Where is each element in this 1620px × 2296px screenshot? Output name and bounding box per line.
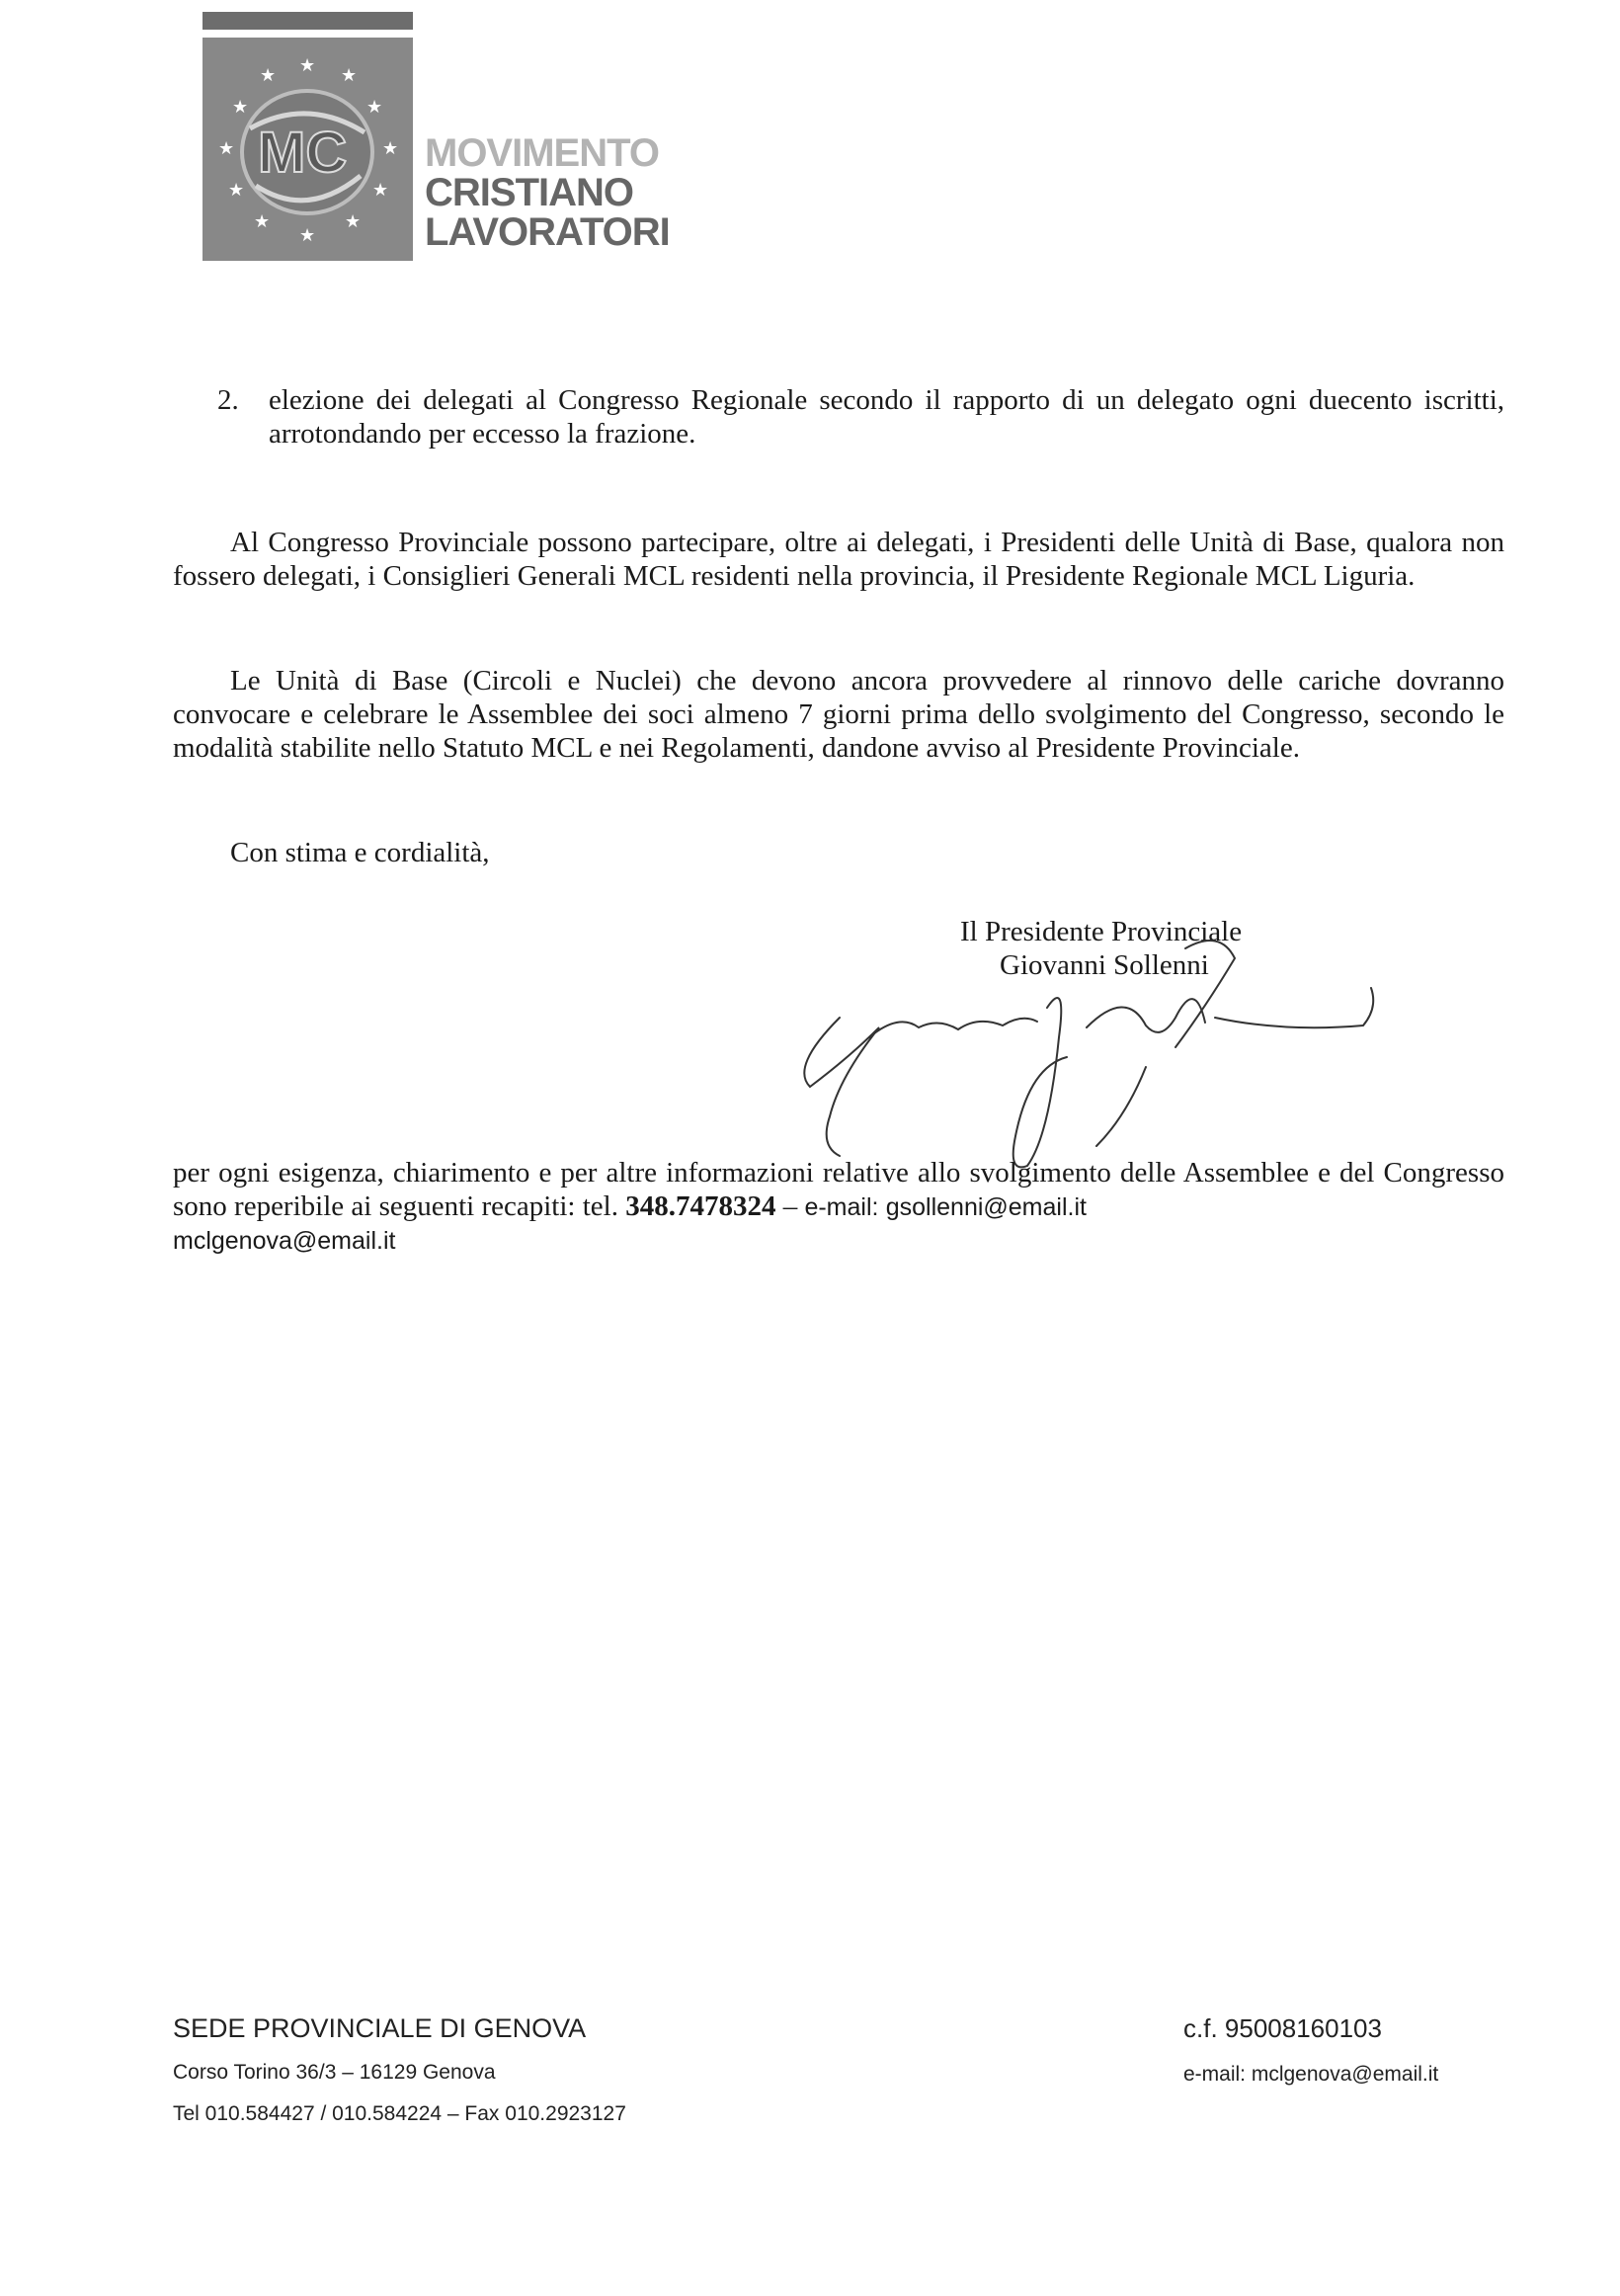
signature-name: Giovanni Sollenni — [1000, 949, 1209, 981]
footer-email[interactable]: e-mail: mclgenova@email.it — [1183, 2063, 1439, 2086]
contact-email-office[interactable]: mclgenova@email.it — [173, 1227, 396, 1255]
logo-top-bar — [202, 12, 413, 30]
svg-text:★: ★ — [299, 55, 316, 76]
mcl-logo — [202, 38, 413, 261]
logo-line-movimento: MOVIMENTO — [425, 131, 659, 175]
logo-emblem-text: MC — [258, 121, 348, 185]
footer-office-title: SEDE PROVINCIALE DI GENOVA — [173, 2013, 587, 2043]
svg-text:★: ★ — [228, 180, 245, 201]
svg-text:★: ★ — [260, 65, 277, 86]
paragraph-base-units: Le Unità di Base (Circoli e Nuclei) che devono ancora provvedere al rinnovo delle cariche dovranno convocare e celebrare le Assemblee dei soci almeno 7 giorni prima dello svolgimento del Congresso, secondo le modalità stabilite nello Statuto MCL e nei Regolamenti, dandone avviso al Presidente Provinciale. — [173, 665, 1504, 764]
footer-address: Corso Torino 36/3 – 16129 Genova — [173, 2061, 496, 2084]
logo-line-lavoratori: LAVORATORI — [425, 210, 670, 254]
footer-tax-code: c.f. 95008160103 — [1183, 2013, 1382, 2043]
contact-paragraph — [173, 1156, 1504, 1258]
svg-text:★: ★ — [345, 211, 362, 232]
contact-dash: – — [782, 1190, 798, 1222]
svg-text:★: ★ — [232, 97, 249, 118]
svg-text:★: ★ — [254, 211, 271, 232]
footer-phones: Tel 010.584427 / 010.584224 – Fax 010.2923127 — [173, 2102, 626, 2125]
paragraph-participants: Al Congresso Provinciale possono partecipare, oltre ai delegati, i Presidenti delle Unità di Base, qualora non fossero delegati, i Consiglieri Generali MCL residenti nella provincia, il Presidente Regionale MCL Liguria. — [173, 527, 1504, 592]
svg-text:★: ★ — [372, 180, 389, 201]
contact-text: per ogni esigenza, chiarimento e per altre informazioni relative allo svolgimento delle Assemblee e del Congresso sono reperibile ai seguenti recapiti: tel. — [173, 1157, 1504, 1222]
svg-text:★: ★ — [341, 65, 358, 86]
contact-email-personal[interactable]: gsollenni@email.it — [885, 1193, 1087, 1221]
logo-line-cristiano: CRISTIANO — [425, 171, 633, 214]
contact-phone: 348.7478324 — [625, 1190, 776, 1222]
handwritten-signature — [770, 919, 1413, 1176]
list-item-number: 2. — [217, 384, 239, 416]
signature-role: Il Presidente Provinciale — [960, 916, 1243, 947]
contact-email-label: e-mail: — [804, 1193, 879, 1221]
svg-text:★: ★ — [299, 225, 316, 246]
list-item-text: elezione dei delegati al Congresso Regionale secondo il rapporto di un delegato ogni duecento iscritti, arrotondando per eccesso la frazione. — [269, 384, 1504, 450]
svg-text:★: ★ — [366, 97, 383, 118]
closing-salutation: Con stima e cordialità, — [230, 837, 490, 868]
svg-text:★: ★ — [218, 138, 235, 159]
svg-text:★: ★ — [382, 138, 399, 159]
logo-wordmark — [425, 133, 670, 252]
